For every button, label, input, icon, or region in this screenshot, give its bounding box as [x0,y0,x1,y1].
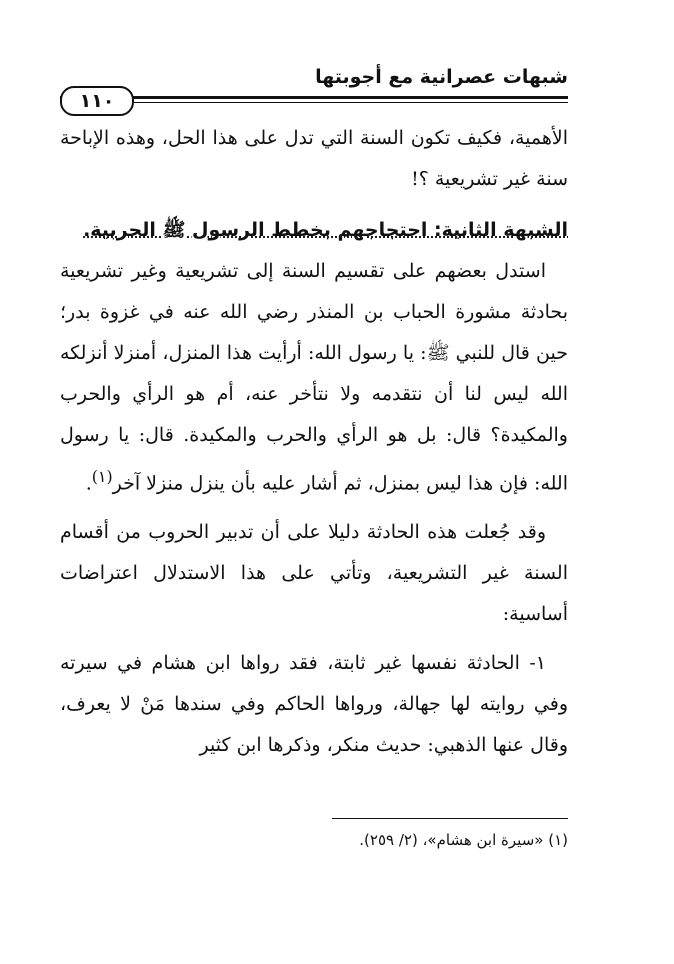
header-rule [60,96,568,99]
section-heading [60,210,568,251]
footnote: (١) «سيرة ابن هشام»، (٢/ ٢٥٩). [359,831,568,849]
paragraph-argument-end: . [85,472,92,495]
paragraph-argument [60,251,568,504]
paragraph-argument-text: استدل بعضهم على تقسيم السنة إلى تشريعية وغير تشريعية بحادثة مشورة الحباب بن المنذر رضي الله عنه في غزوة بدر؛ حين قال للنبي ﷺ: يا رسول الله: أرأيت هذا المنزل، أمنزلا أنزلكه الله ليس لنا أن نتقدمه ولا نتأخر عنه، أم هو الرأي والحرب والمكيدة؟ قال: بل هو الرأي والحرب والمكيدة. قال: يا رسول الله: فإن هذا ليس بمنزل، ثم أشار عليه بأن ينزل منزلا آخر [60,260,568,495]
paragraph-continuation: الأهمية، فكيف تكون السنة التي تدل على هذا الحل، وهذه الإباحة سنة غير تشريعية ؟! [60,127,568,190]
page-body [60,118,568,766]
section-heading-text: الشبهة الثانية: احتجاجهم بخطط الرسول ﷺ الحربية. [83,219,568,241]
footnote-rule [332,818,568,819]
header-rule-thin [60,102,568,103]
running-header [60,62,568,112]
paragraph-objections-intro: وقد جُعلت هذه الحادثة دليلا على أن تدبير الحروب من أقسام السنة غير التشريعية، وتأتي على هذا الاستدلال اعتراضات أساسية: [60,521,568,626]
paragraph-objection-1: ١- الحادثة نفسها غير ثابتة، فقد رواها ابن هشام في سيرته وفي روايته لها جهالة، ورواها الحاكم وفي سندها مَنْ لا يعرف، وقال عنها الذهبي: حديث منكر، وذكرها ابن كثير [60,652,568,757]
page-number: ١١٠ [60,86,134,116]
footnote-ref[interactable]: (١) [91,467,113,486]
running-title: شبهات عصرانية مع أجوبتها [315,66,568,88]
